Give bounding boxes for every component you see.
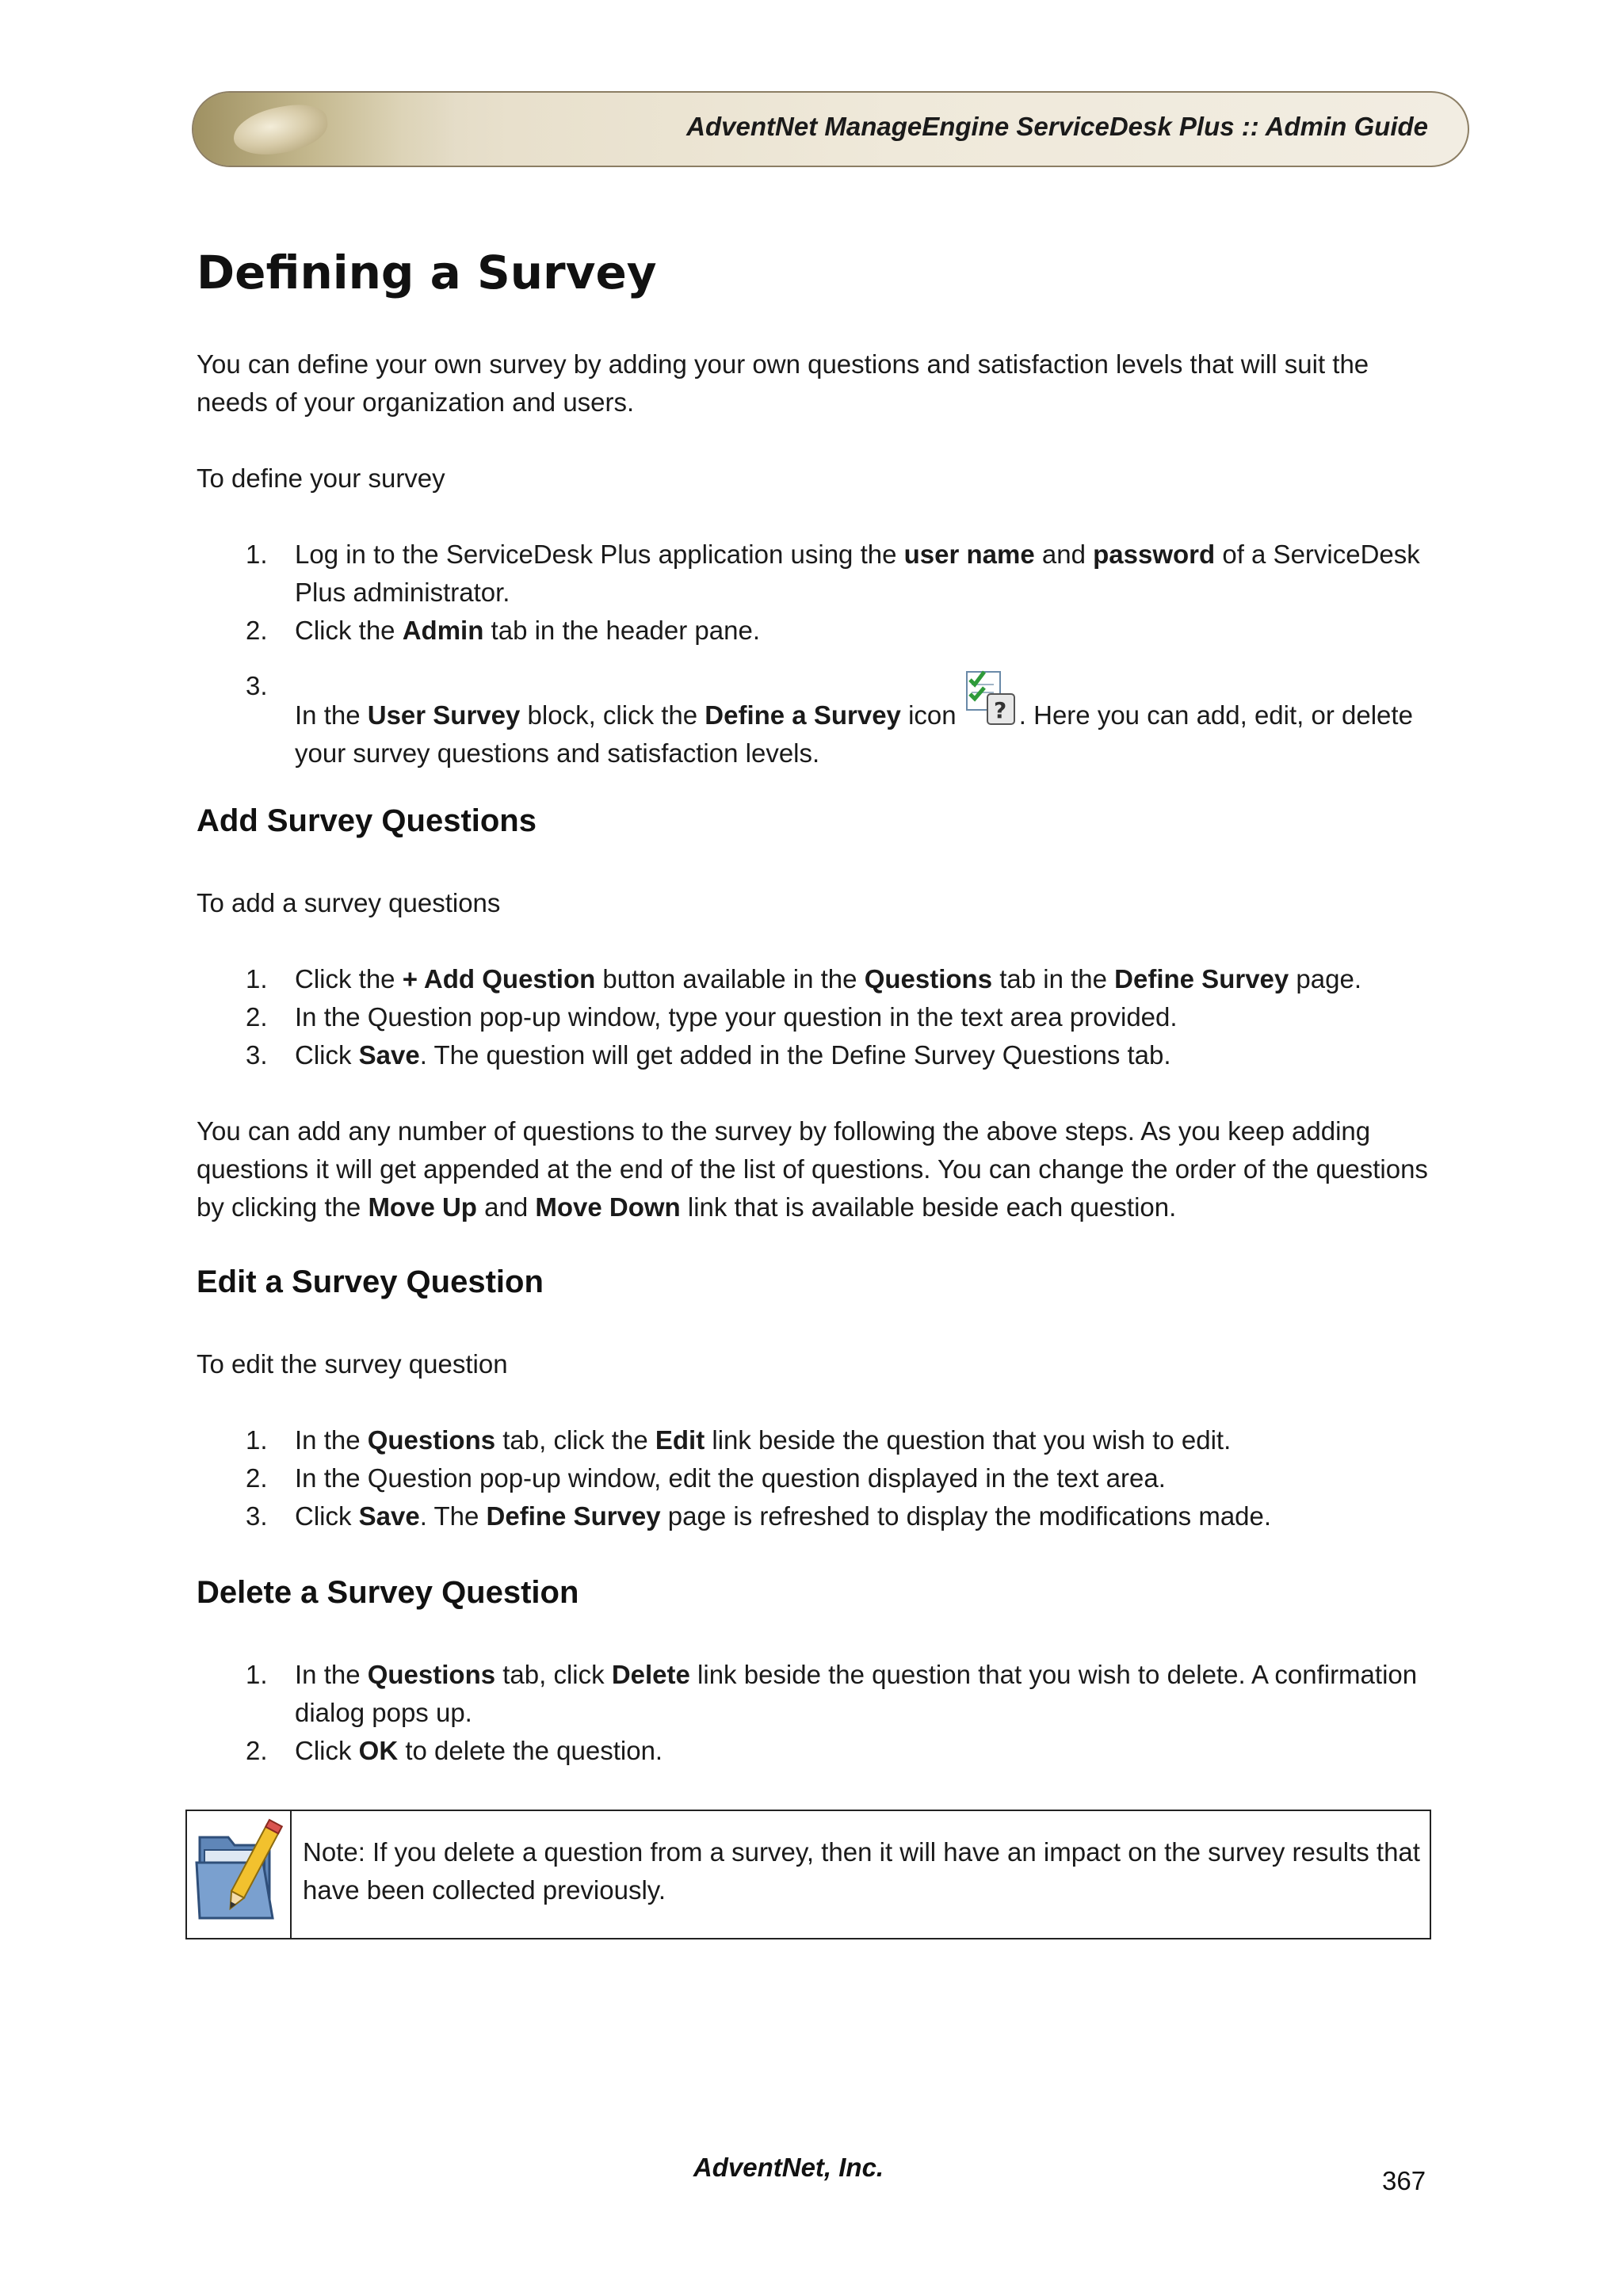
step-number: 1.: [246, 964, 268, 994]
add-steps-list: [197, 960, 1441, 1074]
list-item: 2. In the Question pop-up window, edit the question displayed in the text area.: [197, 1459, 1441, 1497]
list-item: 2. Click the Admin tab in the header pane.: [197, 612, 1441, 650]
step-number: 1.: [246, 1425, 268, 1455]
list-item: 1. In the Questions tab, click Delete link beside the question that you wish to delete. A confirmation dialog pops up.: [197, 1656, 1441, 1732]
list-item: 2. In the Question pop-up window, type your question in the text area provided.: [197, 998, 1441, 1036]
step-number: 2.: [246, 1463, 268, 1493]
list-item: 1. In the Questions tab, click the Edit link beside the question that you wish to edit.: [197, 1421, 1441, 1459]
define-steps-list: [197, 536, 1441, 772]
svg-text:?: ?: [993, 697, 1007, 723]
intro-paragraph: You can define your own survey by adding your own questions and satisfaction levels that will suit the needs of your organization and users.: [197, 349, 1369, 417]
edit-steps-list: [197, 1421, 1441, 1535]
page-title: Defining a Survey: [197, 246, 657, 299]
intro-lead: To define your survey: [197, 463, 445, 493]
step-number: 1.: [246, 540, 268, 569]
note-box: [185, 1810, 1431, 1939]
edit-section-lead: To edit the survey question: [197, 1349, 508, 1379]
header-banner: [192, 91, 1469, 167]
step-number: 2.: [246, 616, 268, 645]
step-number: 3.: [246, 671, 268, 700]
list-item: 3. In the User Survey block, click the Define a Survey icon ? . Here you can add, edit, or delete your survey questions and satisfaction levels.: [197, 667, 1441, 772]
step-number: 3.: [246, 1040, 268, 1070]
define-survey-icon: [964, 667, 1019, 729]
step-number: 2.: [246, 1002, 268, 1032]
step-number: 2.: [246, 1736, 268, 1765]
page-number: 367: [1382, 2166, 1426, 2195]
add-section-lead: To add a survey questions: [197, 888, 501, 917]
note-pencil-icon: [187, 1814, 290, 1936]
add-section-heading: Add Survey Questions: [197, 803, 537, 838]
footer-company: AdventNet, Inc.: [693, 2153, 884, 2182]
add-section-paragraph: You can add any number of questions to the survey by following the above steps. As you keep adding questions it will get appended at the end of the list of questions. You can change the order of the questions by clicking the Move Up and Move Down link that is available beside each question.: [197, 1116, 1428, 1222]
banner-artwork: [193, 93, 455, 166]
list-item: 1. Log in to the ServiceDesk Plus application using the user name and password of a ServiceDesk Plus administrator.: [197, 536, 1441, 612]
edit-section-heading: Edit a Survey Question: [197, 1264, 544, 1299]
step-number: 1.: [246, 1660, 268, 1689]
delete-section-heading: Delete a Survey Question: [197, 1575, 579, 1610]
list-item: 3. Click Save. The Define Survey page is refreshed to display the modifications made.: [197, 1497, 1441, 1535]
list-item: 1. Click the + Add Question button available in the Questions tab in the Define Survey page.: [197, 960, 1441, 998]
list-item: 2. Click OK to delete the question.: [197, 1732, 1441, 1770]
note-text: Note: If you delete a question from a survey, then it will have an impact on the survey results that have been collected previously.: [303, 1837, 1420, 1905]
banner-stone-image: [231, 101, 331, 159]
step-number: 3.: [246, 1501, 268, 1531]
list-item: 3. Click Save. The question will get added in the Define Survey Questions tab.: [197, 1036, 1441, 1074]
delete-steps-list: [197, 1656, 1441, 1770]
note-icon-cell: [187, 1811, 292, 1938]
guide-title: AdventNet ManageEngine ServiceDesk Plus :: Admin Guide: [686, 112, 1428, 141]
